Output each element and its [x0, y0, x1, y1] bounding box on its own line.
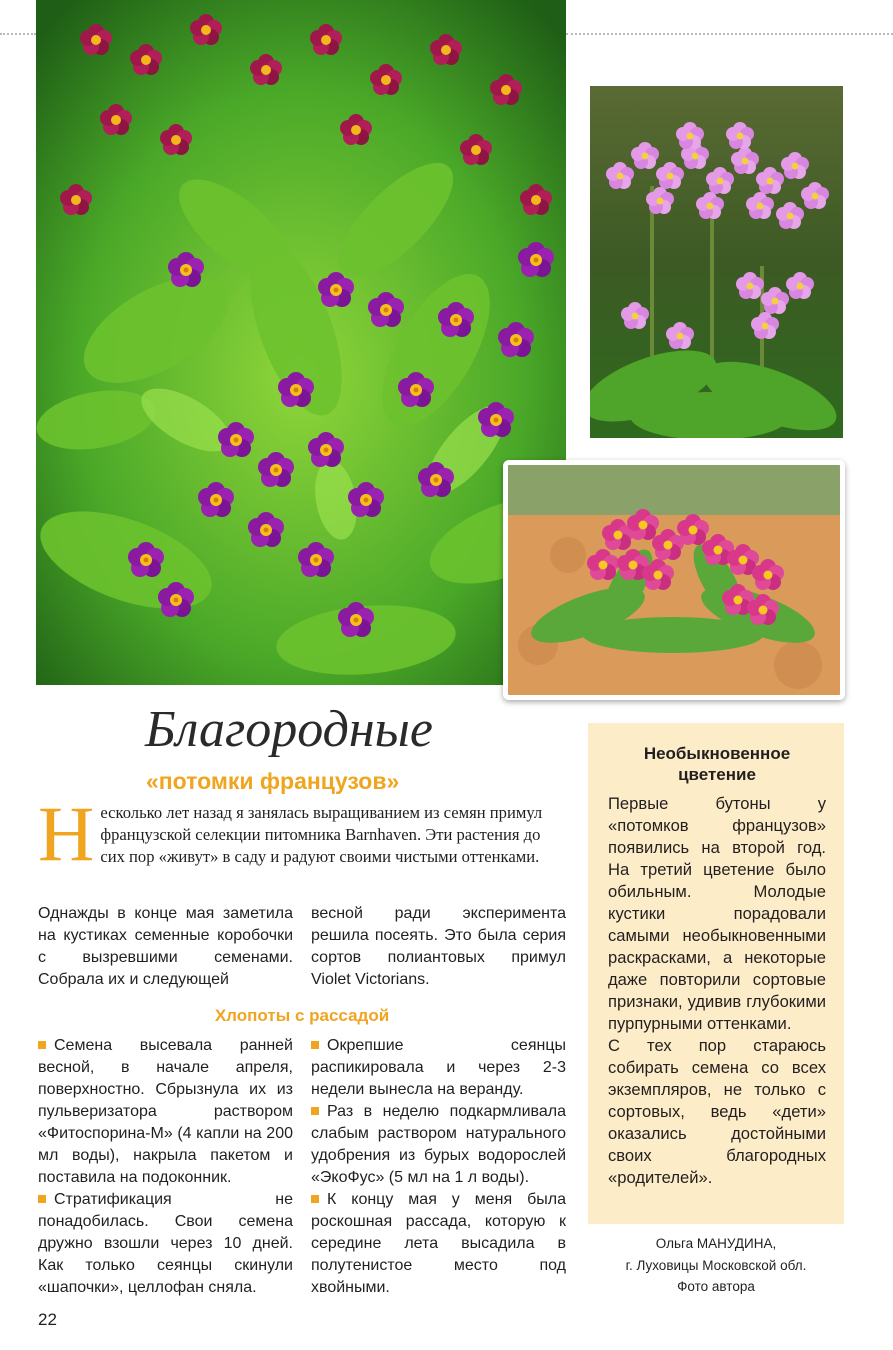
- photo-pink-primula: [590, 86, 843, 438]
- photo-primula-on-soil: [503, 460, 845, 700]
- sidebar-paragraph: С тех пор стараюсь собирать семена со всех экземпляров, не только с сортовых, ведь «дети» оказались достойными своих благородных «родителей».: [608, 1036, 826, 1187]
- drop-cap: Н: [38, 790, 95, 877]
- article-subtitle: «потомки французов»: [146, 768, 400, 794]
- sidebar-title: Необыкновенное цветение: [643, 744, 791, 784]
- square-bullet-icon: [38, 1195, 46, 1203]
- square-bullet-icon: [311, 1107, 319, 1115]
- photo-purple-primulas: [36, 0, 566, 685]
- bullet-column-right: [311, 1035, 566, 1299]
- photo-credit: Фото автора: [677, 1279, 755, 1294]
- sidebar-paragraph: Первые бутоны у «потомков французов» появились на второй год. На третий цветение было обильным. Молодые кустики порадовали самыми необыкновенными раскрасками, а некоторые даже повторили сортовые признаки, удивив глубокими пурпурными оттенками.: [608, 794, 826, 1033]
- bullet-item: Стратификация не понадобилась. Свои семена дружно взошли через 10 дней. Как только сеянцы скинули «шапочки», целлофан сняла.: [38, 1191, 293, 1296]
- body-paragraph: весной ради эксперимента решила посеять. Это была серия сортов полиантовых примул Violet Victorians.: [311, 905, 566, 988]
- sidebar-box: [588, 723, 844, 1224]
- intro-paragraph: [38, 790, 566, 877]
- square-bullet-icon: [311, 1195, 319, 1203]
- section-heading: Хлопоты с рассадой: [214, 1006, 390, 1025]
- author-name: Ольга МАНУДИНА,: [655, 1236, 777, 1251]
- body-paragraph: Однажды в конце мая заметила на кустиках семенные коробочки с вызревшими семенами. Собрала их и следующей: [38, 905, 293, 988]
- square-bullet-icon: [311, 1041, 319, 1049]
- page-number: 22: [38, 1310, 57, 1329]
- top-dotted-rule-right: [566, 33, 893, 35]
- bullet-item: К концу мая у меня была роскошная рассада, которую к середине лета высадила в полутенистое место под хвойными.: [311, 1191, 566, 1296]
- author-credits: [588, 1233, 844, 1298]
- bullet-item: Раз в неделю подкармливала слабым раствором натурального удобрения из бурых водорослей «ЭкоФус» (5 мл на 1 л воды).: [311, 1103, 566, 1186]
- bullet-item: Семена высевала ранней весной, в начале апреля, поверхностно. Сбрызнула их из пульверизатора раствором «Фитоспорина-М» (4 капли на 200 мл воды), накрыла пакетом и поставила на подоконник.: [38, 1037, 293, 1186]
- article-title: Благородные: [145, 701, 433, 758]
- top-dotted-rule-left: [0, 33, 36, 35]
- body-column-2: [311, 903, 566, 991]
- bullet-item: Окрепшие сеянцы распикировала и через 2-3 недели вынесла на веранду.: [311, 1037, 566, 1098]
- square-bullet-icon: [38, 1041, 46, 1049]
- author-location: г. Луховицы Московской обл.: [625, 1257, 807, 1273]
- bullet-column-left: [38, 1035, 293, 1299]
- intro-text: есколько лет назад я занялась выращиванием из семян примул французской селекции питомника Barnhaven. Эти растения до сих пор «живут» в саду и радуют своими чистыми оттенками.: [100, 803, 543, 866]
- body-column-1: [38, 903, 293, 991]
